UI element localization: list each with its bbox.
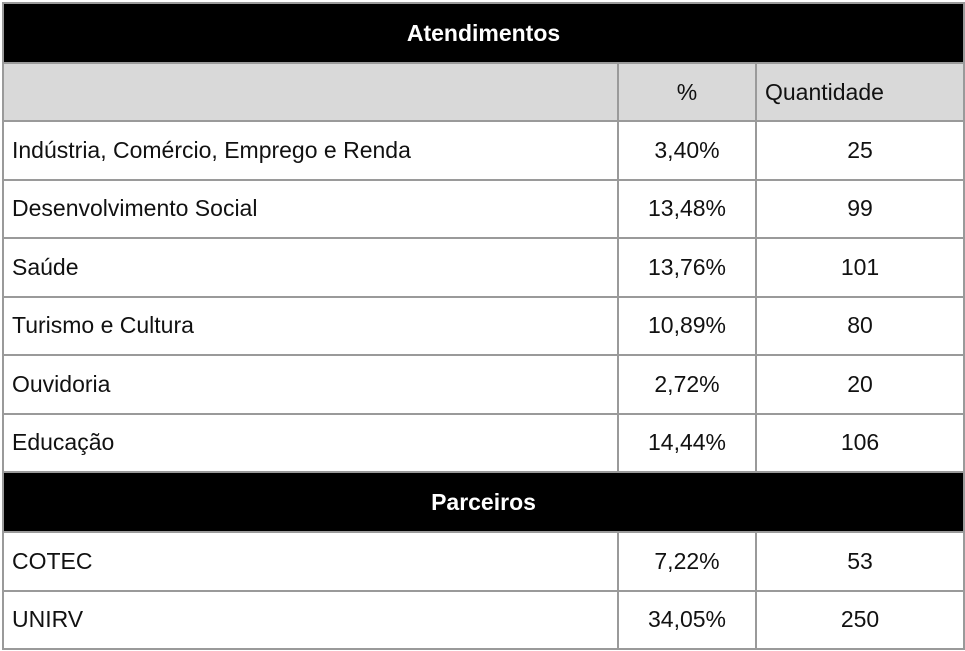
row-quantity: 80 <box>756 297 964 356</box>
section-title: Parceiros <box>3 472 964 532</box>
table-row <box>3 591 964 650</box>
column-header-quantity: Quantidade <box>756 63 964 121</box>
row-label: Indústria, Comércio, Emprego e Renda <box>3 121 618 180</box>
attendance-table <box>2 2 965 650</box>
row-quantity: 250 <box>756 591 964 650</box>
table-row <box>3 414 964 473</box>
table-row <box>3 355 964 414</box>
row-percent: 13,48% <box>618 180 756 239</box>
section-header-parceiros <box>3 472 964 532</box>
row-percent: 2,72% <box>618 355 756 414</box>
row-quantity: 25 <box>756 121 964 180</box>
table-row <box>3 180 964 239</box>
row-label: Ouvidoria <box>3 355 618 414</box>
row-quantity: 106 <box>756 414 964 473</box>
row-percent: 14,44% <box>618 414 756 473</box>
row-label: Desenvolvimento Social <box>3 180 618 239</box>
table-row <box>3 121 964 180</box>
table-row <box>3 532 964 591</box>
row-label: Turismo e Cultura <box>3 297 618 356</box>
section-header-atendimentos <box>3 3 964 63</box>
column-header-percent: % <box>618 63 756 121</box>
row-percent: 34,05% <box>618 591 756 650</box>
row-quantity: 99 <box>756 180 964 239</box>
table-row <box>3 238 964 297</box>
row-label: Saúde <box>3 238 618 297</box>
row-percent: 7,22% <box>618 532 756 591</box>
column-header-row <box>3 63 964 121</box>
row-percent: 13,76% <box>618 238 756 297</box>
table-row <box>3 297 964 356</box>
row-label: Educação <box>3 414 618 473</box>
section-title: Atendimentos <box>3 3 964 63</box>
column-header-label <box>3 63 618 121</box>
row-quantity: 101 <box>756 238 964 297</box>
row-label: UNIRV <box>3 591 618 650</box>
row-quantity: 53 <box>756 532 964 591</box>
row-percent: 10,89% <box>618 297 756 356</box>
row-percent: 3,40% <box>618 121 756 180</box>
row-label: COTEC <box>3 532 618 591</box>
row-quantity: 20 <box>756 355 964 414</box>
data-table-container <box>2 2 963 649</box>
